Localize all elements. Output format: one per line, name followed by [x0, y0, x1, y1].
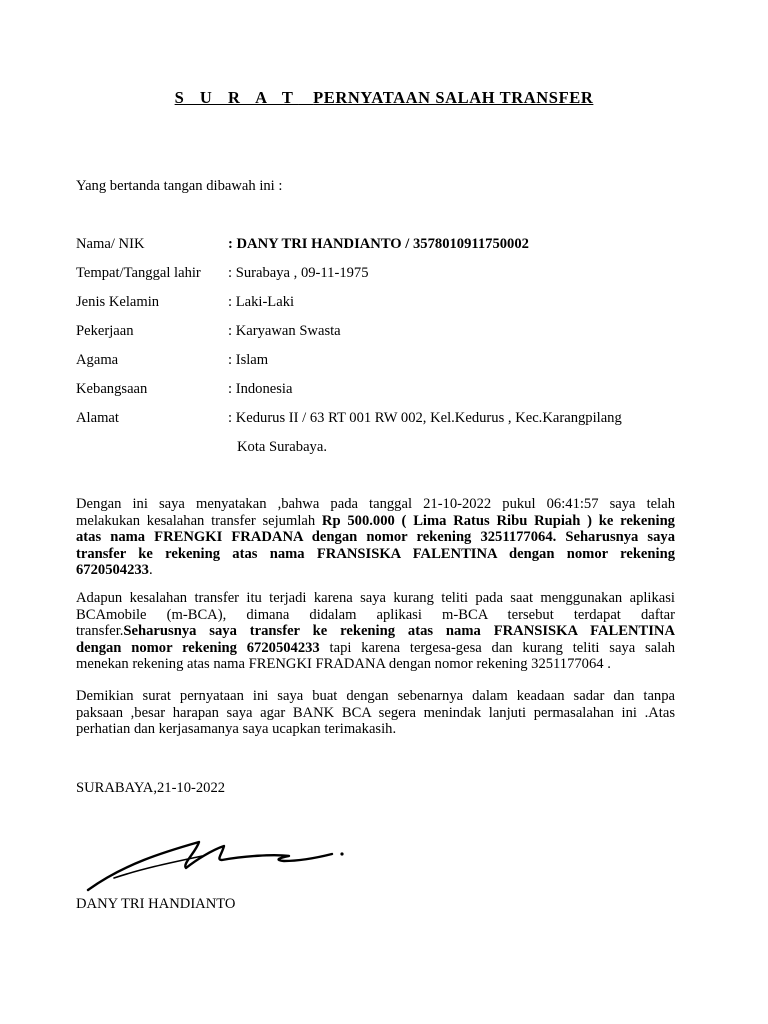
para1-line1: Dengan ini saya menyatakan ,bahwa pada tanggal 21-10-2022 pukul 06:41:57 saya telah [76, 496, 675, 512]
signature-image [84, 834, 364, 896]
field-label-jenis-kelamin: Jenis Kelamin [76, 294, 160, 310]
para1-account-number: 6720504233 [76, 562, 149, 578]
para1-line2 [76, 513, 675, 530]
field-value-jenis-kelamin: : Laki-Laki [228, 294, 295, 310]
para1-line4: transfer ke rekening atas nama FRANSISKA FALENTINA dengan nomor rekening [76, 545, 675, 562]
para1-period: . [148, 562, 153, 578]
title-part-main: PERNYATAAN SALAH TRANSFER [313, 88, 594, 107]
para2-line1: Adapun kesalahan transfer itu terjadi karena saya kurang teliti pada saat menggunakan aplikasi [76, 590, 675, 606]
para2-line3-bold: Seharusnya saya transfer ke rekening atas nama FRANSISKA FALENTINA [123, 623, 675, 639]
para1-line5 [76, 562, 675, 579]
paragraph-reason [76, 590, 675, 673]
letter-title [0, 88, 768, 108]
field-value-nama: : DANY TRI HANDIANTO / 3578010911750002 [228, 236, 529, 252]
para2-line4 [76, 640, 675, 657]
title-part-surat: S U R A T [174, 88, 299, 107]
signer-name: DANY TRI HANDIANTO [76, 896, 236, 912]
field-label-pekerjaan: Pekerjaan [76, 323, 134, 339]
field-label-ttl: Tempat/Tanggal lahir [76, 265, 201, 281]
place-date: SURABAYA,21-10-2022 [76, 780, 226, 796]
para2-line3 [76, 623, 675, 640]
para2-line2: BCAmobile (m-BCA), dimana didalam aplikasi m-BCA tersebut terdapat daftar [76, 606, 675, 623]
paragraph-closing [76, 688, 675, 738]
para2-line4-bold: dengan nomor rekening 6720504233 [76, 639, 320, 656]
field-label-kebangsaan: Kebangsaan [76, 381, 148, 397]
para2-line3-text: transfer. [76, 623, 124, 639]
para2-line5: menekan rekening atas nama FRENGKI FRADANA dengan nomor rekening 3251177064 . [76, 656, 611, 672]
para3-line3: perhatian dan kerjasamanya saya ucapkan terimakasih. [76, 721, 397, 737]
field-value-ttl: : Surabaya , 09-11-1975 [228, 265, 369, 281]
field-value-alamat: : Kedurus II / 63 RT 001 RW 002, Kel.Kedurus , Kec.Karangpilang [228, 410, 622, 426]
para1-amount: Rp 500.000 ( Lima Ratus Ribu Rupiah ) ke rekening [321, 512, 675, 529]
para2-line4-text: tapi karena tergesa-gesa dan kurang teliti saya salah [319, 639, 675, 656]
para1-line3: atas nama FRENGKI FRADANA dengan nomor rekening 3251177064. Seharusnya saya [76, 529, 675, 545]
field-label-agama: Agama [76, 352, 119, 368]
para1-line2-text: melakukan kesalahan transfer sejumlah [76, 512, 322, 529]
field-value-pekerjaan: : Karyawan Swasta [228, 323, 341, 339]
para3-line1: Demikian surat pernyataan ini saya buat dengan sebenarnya dalam keadaan sadar dan tanpa [76, 688, 675, 704]
field-label-alamat: Alamat [76, 410, 119, 426]
field-value-kebangsaan: : Indonesia [228, 381, 293, 397]
field-value-alamat-line2: Kota Surabaya. [237, 439, 327, 455]
para3-line2: paksaan ,besar harapan saya agar BANK BCA segera menindak lanjuti permasalahan ini .Atas [76, 704, 675, 721]
field-label-nama: Nama/ NIK [76, 236, 145, 252]
field-value-agama: : Islam [228, 352, 269, 368]
intro-text: Yang bertanda tangan dibawah ini : [76, 178, 283, 194]
paragraph-statement [76, 496, 675, 579]
